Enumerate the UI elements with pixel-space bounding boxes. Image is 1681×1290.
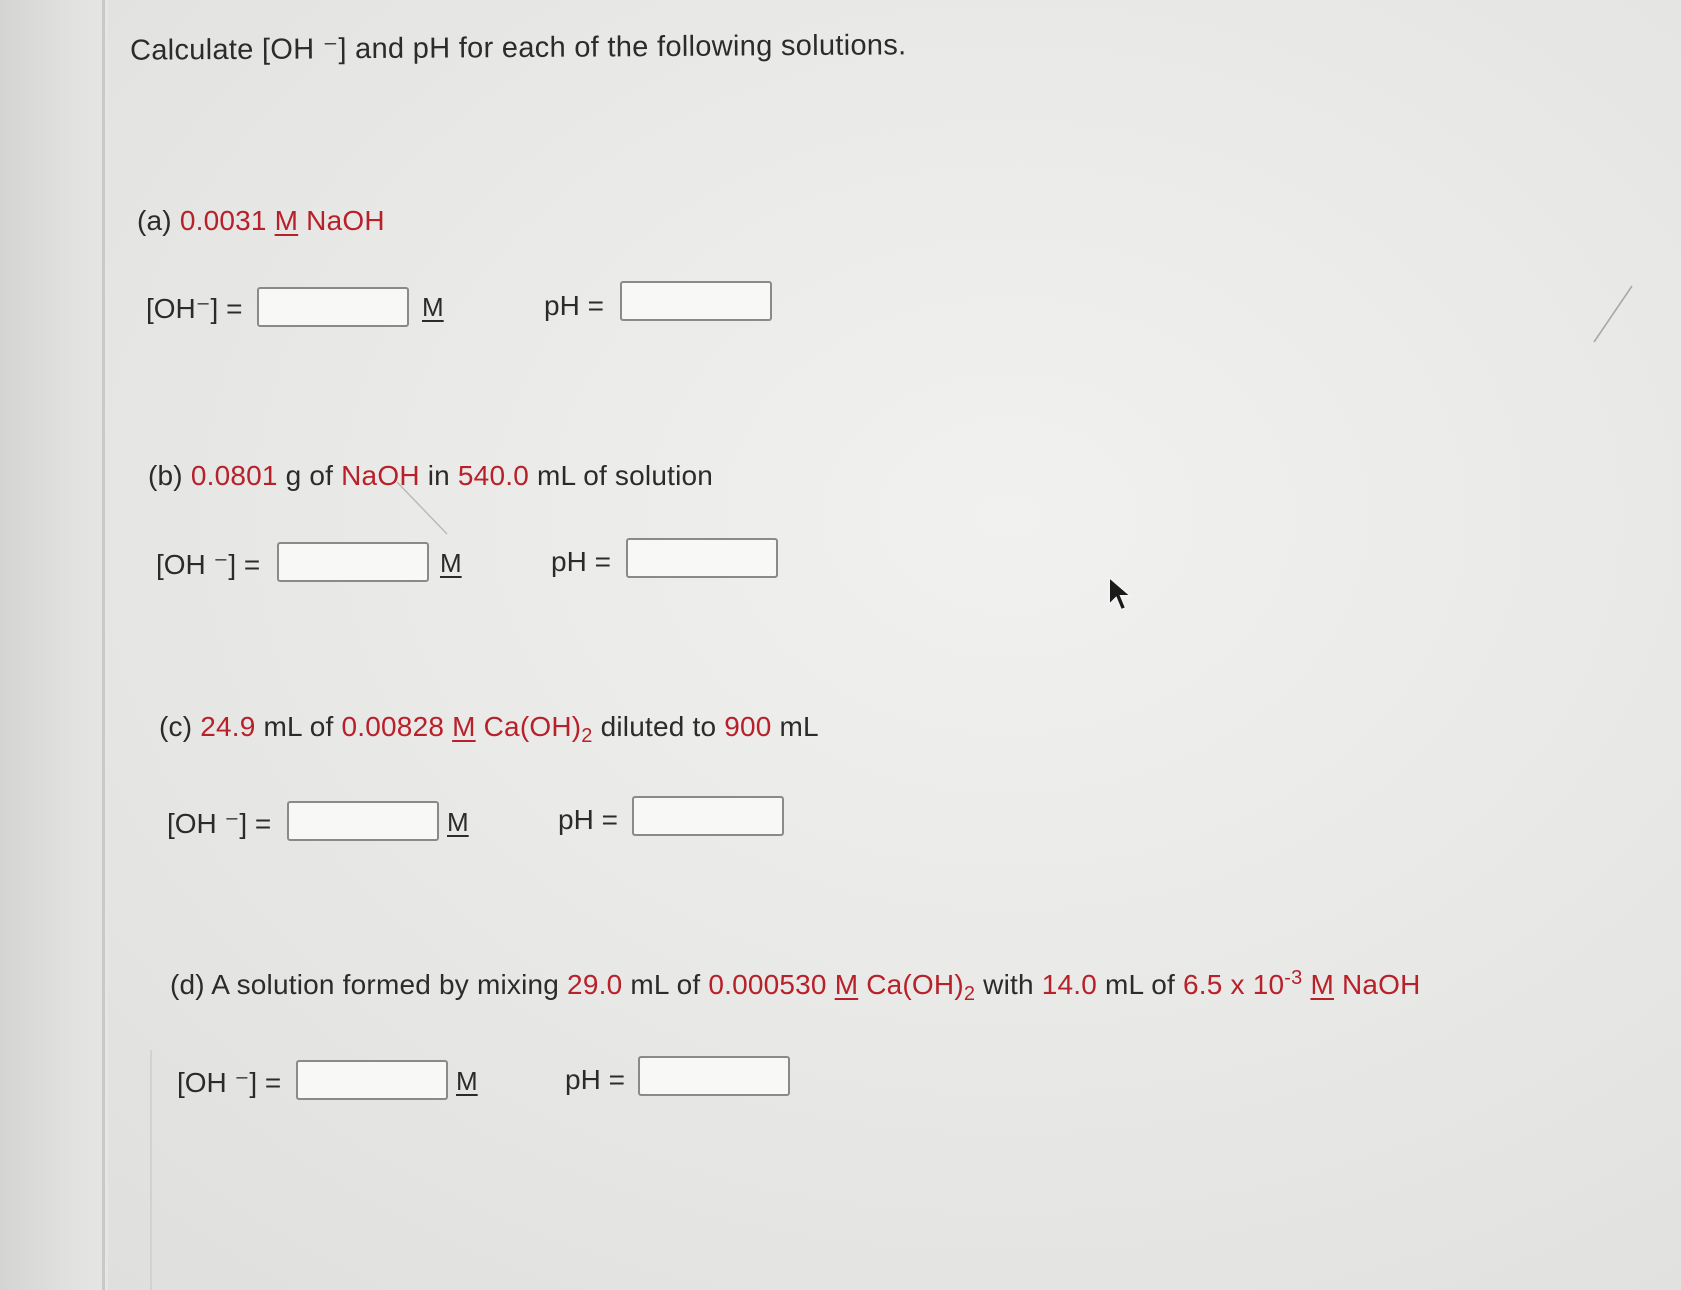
part-b-label: (b)	[148, 460, 183, 491]
part-b-mass: 0.0801	[190, 460, 278, 491]
part-d-species1	[866, 969, 976, 1005]
part-c-volume: 24.9	[200, 711, 256, 742]
part-c-oh-label: [OH ⁻] =	[167, 808, 272, 839]
part-d-oh-input[interactable]	[296, 1060, 448, 1100]
part-a-oh-unit: M	[422, 292, 444, 322]
part-c-species-text: Ca(OH)	[483, 711, 582, 742]
part-d-conc2-times: x 10	[1230, 969, 1285, 1000]
part-d-species1-text: Ca(OH)	[866, 969, 964, 1000]
part-d-conc1: 0.000530	[708, 969, 827, 1000]
part-b-g-of: g of	[285, 460, 334, 491]
part-c-label: (c)	[159, 711, 193, 742]
content-divider	[102, 0, 105, 1290]
stray-mark-b	[395, 480, 455, 540]
part-b-ph-label: pH =	[551, 546, 611, 577]
part-c-molar-unit: M	[452, 711, 476, 742]
part-c-final-volume: 900	[724, 711, 772, 742]
part-a-species: NaOH	[306, 205, 385, 236]
part-c-oh-input[interactable]	[287, 801, 439, 841]
part-d-species1-subscript: 2	[963, 983, 976, 1005]
part-d-oh-label: [OH ⁻] =	[177, 1067, 282, 1098]
question-title: Calculate [OH ⁻] and pH for each of the following solutions.	[129, 29, 907, 67]
part-d-label: (d)	[170, 969, 205, 1000]
part-a-ph-input[interactable]	[620, 281, 772, 321]
part-c-ml-of: mL of	[263, 711, 334, 742]
part-b-in: in	[427, 460, 450, 491]
left-margin-strip	[0, 0, 108, 1290]
lower-divider	[150, 1050, 152, 1290]
part-a-oh-input[interactable]	[257, 287, 409, 327]
part-b-oh-input[interactable]	[277, 542, 429, 582]
part-a-prompt	[137, 205, 385, 237]
part-c-oh-unit: M	[447, 807, 469, 837]
part-c-species-subscript: 2	[581, 725, 593, 747]
part-d-molar-unit2: M	[1310, 969, 1334, 1000]
part-d-molar-unit1: M	[834, 969, 859, 1000]
part-c-ml: mL	[779, 711, 819, 742]
part-c-ph-label: pH =	[558, 804, 618, 835]
part-d-text: A solution formed by mixing	[211, 969, 560, 1000]
part-b-volume: 540.0	[457, 460, 529, 491]
part-d-conc2	[1183, 969, 1302, 1000]
part-c-ph-input[interactable]	[632, 796, 784, 836]
part-b-ml-of: mL of solution	[536, 460, 714, 491]
part-d-ph-input[interactable]	[638, 1056, 790, 1096]
part-a-conc: 0.0031	[179, 205, 267, 236]
part-a-oh-label: [OH⁻] =	[146, 293, 243, 324]
part-c-conc: 0.00828	[341, 711, 445, 742]
part-b-oh-unit: M	[440, 548, 462, 578]
mouse-pointer-icon	[1107, 575, 1135, 615]
part-b-oh-label: [OH ⁻] =	[156, 549, 261, 580]
part-a-label: (a)	[137, 205, 172, 236]
part-b-ph-input[interactable]	[626, 538, 778, 578]
part-d-conc2-exponent: -3	[1284, 967, 1303, 989]
part-c-species	[483, 711, 593, 747]
part-c-diluted: diluted to	[600, 711, 717, 742]
part-d-conc2-mantissa: 6.5	[1183, 969, 1223, 1000]
part-b-species: NaOH	[341, 460, 420, 491]
part-d-oh-unit: M	[456, 1066, 478, 1096]
part-d-with: with	[983, 969, 1034, 1000]
stray-mark-right	[1590, 280, 1640, 350]
part-d-vol2: 14.0	[1041, 969, 1098, 1000]
part-d-ph-label: pH =	[565, 1064, 625, 1095]
part-d-prompt	[170, 967, 1421, 1006]
part-a-molar-unit: M	[274, 205, 299, 236]
part-d-species2: NaOH	[1341, 969, 1421, 1000]
part-d-ml-of2: mL of	[1105, 969, 1176, 1000]
part-d-vol1: 29.0	[567, 969, 623, 1000]
part-a-ph-label: pH =	[544, 290, 604, 321]
part-c-prompt	[159, 711, 819, 748]
part-d-ml-of1: mL of	[630, 969, 701, 1000]
